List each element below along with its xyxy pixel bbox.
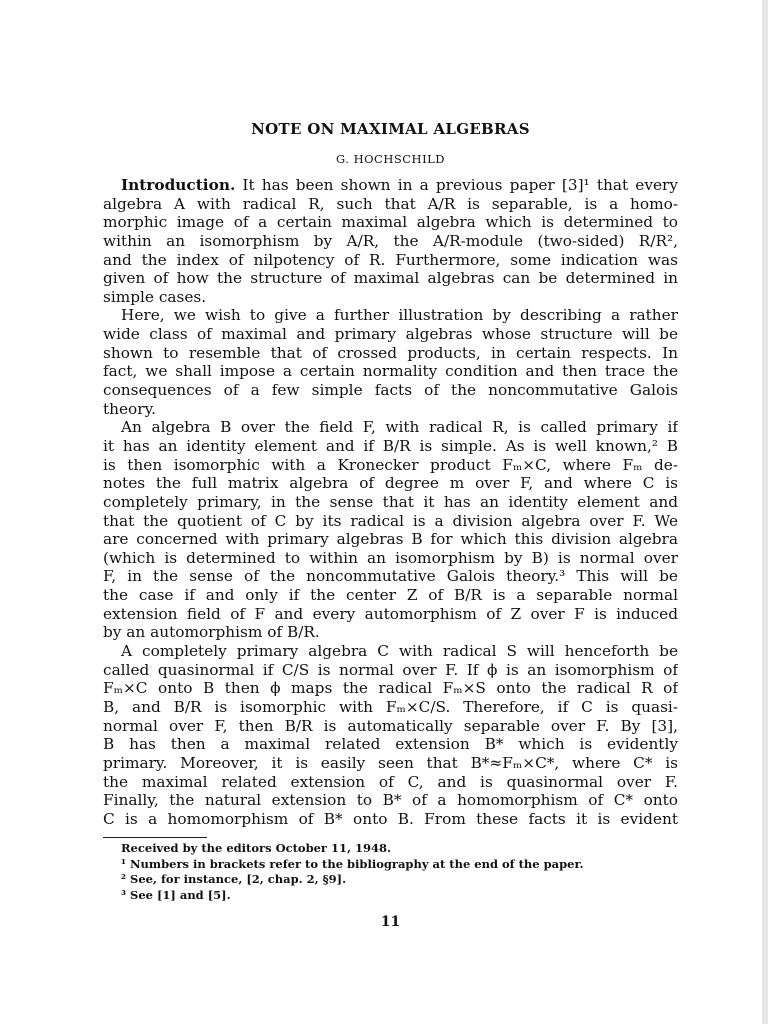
text-line: simple cases.: [103, 287, 207, 306]
text-line: B has then a maximal related extension B* which is evidently: [103, 735, 678, 754]
intro-heading: Introduction.: [121, 176, 236, 194]
text-line: extension field of F and every automorphism of Z over F is induced: [103, 604, 678, 623]
text-line: fact, we shall impose a certain normality condition and then trace the: [103, 362, 678, 381]
text-line: A completely primary algebra C with radical S will henceforth be: [121, 642, 678, 661]
text-line: primary. Moreover, it is easily seen that B*≈Fₘ×C*, where C* is: [103, 753, 678, 772]
footnote-divider: [103, 837, 207, 838]
footnotes: [121, 841, 681, 904]
text-line: Finally, the natural extension to B* of a homomorphism of C* onto: [103, 791, 678, 810]
text-line: C is a homomorphism of B* onto B. From these facts it is evident: [103, 809, 678, 828]
text-line: is then isomorphic with a Kronecker product Fₘ×C, where Fₘ de-: [103, 455, 678, 474]
text-line: B, and B/R is isomorphic with Fₘ×C/S. Therefore, if C is quasi-: [103, 697, 678, 716]
footnote-1: ¹ Numbers in brackets refer to the bibliography at the end of the paper.: [121, 856, 584, 871]
text-line: wide class of maximal and primary algebras whose structure will be: [103, 325, 678, 344]
footnote-2: ² See, for instance, [2, chap. 2, §9].: [121, 872, 347, 887]
text-line: An algebra B over the field F, with radical R, is called primary if: [121, 418, 678, 437]
paper-title: NOTE ON MAXIMAL ALGEBRAS: [251, 120, 530, 138]
text-line: consequences of a few simple facts of the noncommutative Galois: [103, 381, 678, 400]
text-line: and the index of nilpotency of R. Furthermore, some indication was: [103, 250, 678, 269]
text-line: given of how the structure of maximal algebras can be determined in: [103, 269, 678, 288]
paper-page: [103, 0, 678, 1024]
text-line: within an isomorphism by A/R, the A/R-module (two-sided) R/R²,: [103, 231, 678, 250]
text-line: completely primary, in the sense that it has an identity element and: [103, 492, 678, 511]
page-edge-shadow: [762, 0, 768, 1024]
text-line: normal over F, then B/R is automatically separable over F. By [3],: [103, 716, 678, 735]
text-line: shown to resemble that of crossed products, in certain respects. In: [103, 343, 678, 362]
footnote-3: ³ See [1] and [5].: [121, 888, 231, 903]
text-line: that the quotient of C by its radical is a division algebra over F. We: [103, 511, 678, 530]
text-line-content: It has been shown in a previous paper [3]¹ that every: [235, 176, 678, 194]
text-line: F, in the sense of the noncommutative Galois theory.³ This will be: [103, 567, 678, 586]
text-line: by an automorphism of B/R.: [103, 623, 320, 642]
text-line: notes the full matrix algebra of degree m over F, and where C is: [103, 474, 678, 493]
text-line: Here, we wish to give a further illustration by describing a rather: [121, 306, 678, 325]
text-line: are concerned with primary algebras B for which this division algebra: [103, 530, 678, 549]
text-line: morphic image of a certain maximal algebra which is determined to: [103, 213, 678, 232]
text-line: it has an identity element and if B/R is simple. As is well known,² B: [103, 436, 678, 455]
text-line: the case if and only if the center Z of B/R is a separable normal: [103, 586, 678, 605]
text-line: the maximal related extension of C, and is quasinormal over F.: [103, 772, 678, 791]
text-line: Fₘ×C onto B then ϕ maps the radical Fₘ×S onto the radical R of: [103, 679, 678, 698]
text-line: (which is determined to within an isomorphism by B) is normal over: [103, 548, 678, 567]
text-line: theory.: [103, 399, 157, 418]
text-line: algebra A with radical R, such that A/R is separable, is a homo-: [103, 194, 678, 213]
text-line: called quasinormal if C/S is normal over F. If ϕ is an isomorphism of: [103, 660, 678, 679]
footnote-received: Received by the editors October 11, 1948.: [121, 841, 392, 855]
text-line: [103, 176, 678, 195]
page-number: 11: [380, 914, 401, 930]
paper-author: G. HOCHSCHILD: [336, 152, 445, 166]
body-text: [103, 176, 678, 828]
